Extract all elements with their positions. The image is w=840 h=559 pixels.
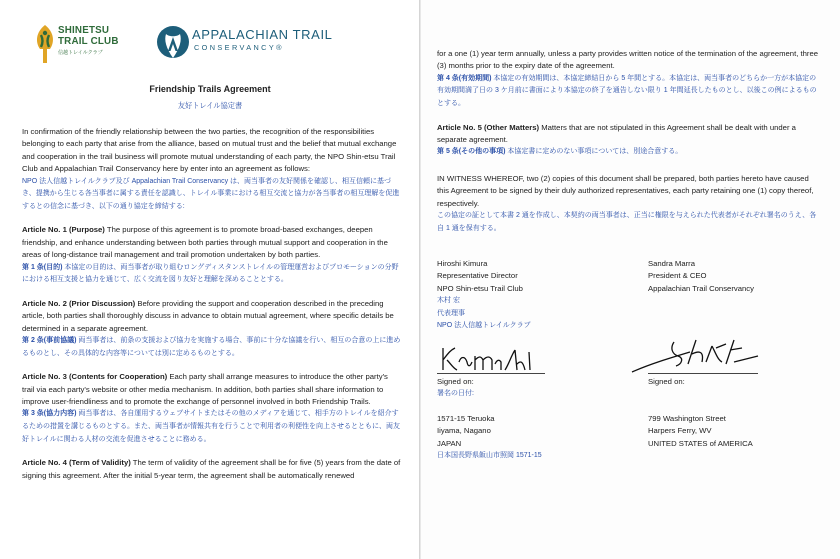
signed-on-label-left: Signed on: — [437, 377, 474, 386]
signature-marra — [630, 334, 760, 378]
signatory-title: President & CEO — [648, 271, 707, 281]
address-left — [437, 413, 607, 463]
article-text: Before providing the support and cooperation described in the preceding article, both parties shall thoroughly discuss in advance to obtain mutual agreement, where specific details be determined in a separate agreement. — [22, 298, 394, 333]
article-text-jp: 両当事者は、各自運用するウェブサイトまたはその他のメディアを通じて、相手方のトレイルを紹介するための措置を講じるものとする。また、両当事者が情報共有を行うことで利用者の利便性を向上させるとともに、両友好トレイルに関わる人材の交流を促進させることに務める。 — [22, 410, 400, 443]
witness-jp: この協定の証として本書 2 通を作成し、本契約の両当事者は、正当に権限を与えられた代表者がそれぞれ署名のうえ、各自 1 通を保有する。 — [437, 212, 817, 232]
signature-line-left — [437, 373, 545, 374]
address-line: Iiyama, Nagano — [437, 426, 491, 436]
shinetsu-name-jp: 信越トレイルクラブ — [58, 50, 103, 56]
intro-en: In confirmation of the friendly relationship between the two parties, the recognition of the responsibilities belonging to each party that arise from the alliance, based on mutual trust and the belief that mutual exchange and cooperation in the trail business will promote mutual understanding of each party, the NPO Shin-etsu Trail Club and Appalachian Trail Conservancy here by enter into an agreement as follows: — [22, 127, 397, 174]
logo-area — [34, 22, 394, 66]
atc-emblem-icon — [156, 24, 190, 62]
appalachian-trail-conservancy-logo — [156, 22, 386, 66]
address-line: 1571-15 Teruoka — [437, 414, 495, 423]
address-line: UNITED STATES of AMERICA — [648, 438, 753, 448]
signatory-name-jp: 木村 宏 — [437, 297, 460, 305]
article-heading-jp: 第 3 条(協力内容) — [22, 410, 77, 418]
signed-on-label-right: Signed on: — [648, 377, 685, 386]
article-heading: Article No. 5 (Other Matters) — [437, 122, 540, 132]
article-2 — [22, 298, 402, 360]
article-text: Matters that are not stipulated in this Agreement shall be dealt with under a separate agreement. — [437, 122, 796, 144]
article-heading: Article No. 4 (Term of Validity) — [22, 458, 131, 468]
address-line: JAPAN — [437, 438, 462, 448]
article-text-jp: 本協定書に定めのない事項については、別途合意する。 — [505, 148, 683, 156]
article-text: Each party shall arrange measures to introduce the other party's trail via each party's website or other media mechanism. In addition, both parties shall share information to improve user-friendliness and to promote the exchange of personnel involved in both Friendship Trails. — [22, 372, 388, 407]
article-text-jp: 本協定の有効期間は、本協定締結日から 5 年間とする。本協定は、両当事者のどちらか一方が本協定の有効期間満了日の 3 ケ月前に書面により本協定の終了を通告しない限り 1 年間延長したものとし、以後この例によるものとする。 — [437, 74, 817, 107]
article-5 — [437, 122, 819, 159]
signature-kimura — [437, 342, 557, 374]
article-text: The purpose of this agreement is to promote broad-based exchanges, deepen friendship, and enhance understanding between both parties through mutual support and cooperation in the areas of long-distance trail management and trail promotion undertaken by both parties. — [22, 225, 388, 260]
document-title: Friendship Trails Agreement — [149, 84, 271, 94]
signatory-right — [648, 258, 818, 295]
article-text-jp: 両当事者は、前条の支援および協力を実施する場合、事前に十分な協議を行い、相互の合意の上に進めるものとし、その具体的な内容等については別に定めるものとする。 — [22, 337, 401, 357]
signatory-org-jp: NPO 法人信越トレイルクラブ — [437, 322, 531, 330]
intro-jp: NPO 法人信越トレイルクラブ及び Appalachian Trail Conservancy は、両当事者の友好関係を確認し、相互信頼に基づき、提携から生じる各当事者に属する責任を認識し、トレイル事業における相互交流と協力が各当事者の相互理解を促進するとの信念に基づき、以下の通り協定を締結する: — [22, 177, 400, 210]
signature-line-right — [648, 373, 758, 374]
signatory-org: Appalachian Trail Conservancy — [648, 283, 754, 293]
article-heading: Article No. 1 (Purpose) — [22, 225, 105, 235]
document-title-jp: 友好トレイル協定書 — [177, 101, 243, 110]
atc-name: APPALACHIAN TRAIL — [192, 27, 333, 42]
signatory-org: NPO Shin-etsu Trail Club — [437, 283, 523, 293]
witness-en: IN WITNESS WHEREOF, two (2) copies of this document shall be prepared, both parties hereto have caused this Agreement to be signed by their duly authorized representatives, each party retaining one (1) copy thereof, respectively. — [437, 174, 814, 208]
address-line: 799 Washington Street — [648, 414, 726, 423]
article-1 — [22, 224, 402, 286]
article-heading: Article No. 3 (Contents for Cooperation) — [22, 372, 168, 382]
signatory-left — [437, 258, 607, 333]
article-heading: Article No. 2 (Prior Discussion) — [22, 298, 136, 308]
shinetsu-leaf-icon — [34, 24, 56, 64]
article-heading-jp: 第 1 条(目的) — [22, 263, 63, 271]
article-4-continued: for a one (1) year term annually, unless a party provides written notice of the termination of the agreement, three (3) months prior to the expiry date of the agreement. — [437, 49, 819, 71]
signatory-name: Sandra Marra — [648, 259, 695, 268]
address-line-jp: 日本国長野県飯山市照岡 1571-15 — [437, 452, 542, 460]
witness-clause — [437, 173, 819, 235]
signatory-title: Representative Director — [437, 271, 518, 281]
shinetsu-name-line1: SHINETSU — [58, 25, 110, 36]
article-text: The term of validity of the agreement shall be for five (5) years from the date of signing this agreement. After the initial 5-year term, the agreement shall be automatically renewed — [22, 458, 401, 480]
signatory-title-jp: 代表理事 — [437, 309, 465, 317]
article-heading-jp: 第 2 条(事前協議) — [22, 337, 77, 345]
article-3 — [22, 371, 402, 446]
article-text-jp: 本協定の目的は、両当事者が取り組むロングディスタンストレイルの管理運営およびプロモーションの分野における相互支援と協力を通じて、広く交流を図り友好と理解を深めることとする。 — [22, 263, 399, 284]
right-body — [437, 48, 819, 235]
address-right — [648, 413, 818, 450]
atc-subtitle: CONSERVANCY® — [194, 43, 284, 52]
article-heading-jp: 第 4 条(有効期間) — [437, 74, 492, 82]
shinetsu-name-line2: TRAIL CLUB — [58, 35, 119, 47]
left-body — [22, 126, 402, 482]
article-4 — [22, 457, 402, 482]
article-heading-jp: 第 5 条(その他の事項) — [437, 148, 506, 156]
signatory-name: Hiroshi Kimura — [437, 259, 488, 268]
signed-on-label-left-jp: 署名の日付: — [437, 390, 474, 397]
shinetsu-name — [58, 26, 119, 47]
shinetsu-trail-club-logo — [34, 22, 154, 66]
address-line: Harpers Ferry, WV — [648, 426, 712, 436]
